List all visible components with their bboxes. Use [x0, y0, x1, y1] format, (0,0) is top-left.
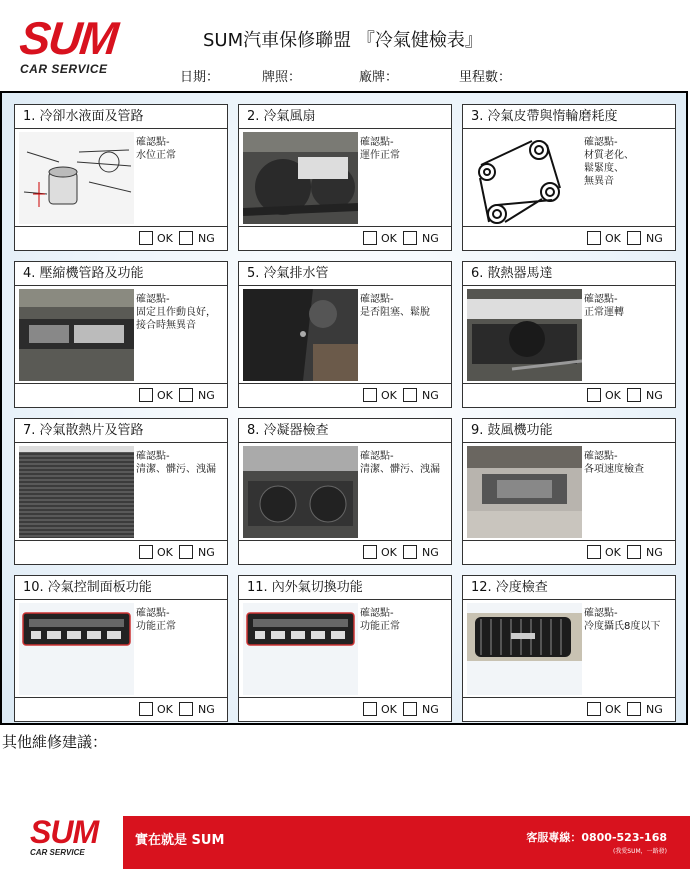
ok-checkbox[interactable] [363, 702, 377, 716]
ng-checkbox[interactable] [179, 231, 193, 245]
footer-hotline: 客服專線：0800-523-168 [526, 831, 667, 844]
ng-label: NG [198, 389, 215, 402]
ng-label: NG [646, 703, 663, 716]
check-card-note: 確認點- 各項速度檢查 [584, 451, 644, 475]
check-card-footer [463, 697, 675, 721]
footer-logo-sub: CAR SERVICE [30, 848, 85, 857]
remark-label: 其他維修建議： [2, 733, 108, 751]
ng-checkbox[interactable] [627, 231, 641, 245]
ng-checkbox[interactable] [179, 545, 193, 559]
ok-label: OK [157, 389, 173, 402]
make-label: 廠牌： [359, 70, 399, 85]
check-card-note: 確認點- 冷度攝氏8度以下 [584, 608, 661, 632]
check-item-photo [243, 132, 358, 224]
check-card-title: 11. 內外氣切換功能 [239, 576, 451, 600]
check-item-photo [19, 132, 134, 224]
check-item-photo [19, 446, 134, 538]
ok-checkbox[interactable] [587, 702, 601, 716]
check-item-photo [19, 603, 134, 695]
check-card-title: 12. 冷度檢查 [463, 576, 675, 600]
mileage-label: 里程數： [459, 70, 512, 85]
check-card-title: 9. 鼓風機功能 [463, 419, 675, 443]
ng-checkbox[interactable] [403, 231, 417, 245]
check-item-photo [467, 446, 582, 538]
ok-label: OK [157, 703, 173, 716]
footer-logo [30, 816, 122, 860]
check-card-title: 2. 冷氣風扇 [239, 105, 451, 129]
plate-label: 牌照： [262, 70, 302, 85]
ng-label: NG [198, 232, 215, 245]
footer-hotline-note: (我愛SUM，一路發) [612, 848, 667, 855]
check-card [238, 261, 452, 408]
ok-checkbox[interactable] [363, 231, 377, 245]
check-item-photo [467, 603, 582, 695]
check-card-note: 確認點- 功能正常 [360, 608, 400, 632]
brand-logo-sub: CAR SERVICE [20, 62, 108, 76]
ok-label: OK [157, 546, 173, 559]
ok-checkbox[interactable] [587, 231, 601, 245]
brand-logo [17, 12, 125, 76]
ng-label: NG [646, 389, 663, 402]
ng-label: NG [646, 546, 663, 559]
check-card [14, 104, 228, 251]
ok-checkbox[interactable] [587, 545, 601, 559]
check-card-title: 10. 冷氣控制面板功能 [15, 576, 227, 600]
ng-checkbox[interactable] [403, 388, 417, 402]
ok-checkbox[interactable] [363, 545, 377, 559]
check-card [238, 575, 452, 722]
page-title: SUM汽車保修聯盟 『冷氣健檢表』 [203, 30, 483, 51]
check-card-footer [239, 697, 451, 721]
ok-label: OK [605, 546, 621, 559]
check-card-note: 確認點- 運作正常 [360, 137, 400, 161]
ng-label: NG [422, 703, 439, 716]
check-card [14, 261, 228, 408]
ok-label: OK [381, 546, 397, 559]
check-card-note: 確認點- 材質老化、 鬆緊度、 無異音 [584, 137, 634, 187]
footer-logo-text: SUM [30, 814, 99, 850]
check-card [462, 104, 676, 251]
ok-label: OK [157, 232, 173, 245]
ng-checkbox[interactable] [179, 388, 193, 402]
check-card-footer [463, 226, 675, 250]
check-card-note: 確認點- 水位正常 [136, 137, 176, 161]
ok-label: OK [605, 703, 621, 716]
ng-label: NG [198, 546, 215, 559]
check-card [238, 418, 452, 565]
check-card-footer [239, 540, 451, 564]
check-card-footer [15, 697, 227, 721]
check-card [462, 418, 676, 565]
check-card-note: 確認點- 清潔、髒污、洩漏 [360, 451, 440, 475]
ok-checkbox[interactable] [139, 388, 153, 402]
ng-label: NG [198, 703, 215, 716]
check-card-footer [463, 540, 675, 564]
footer-slogan: 實在就是 SUM [135, 833, 225, 848]
ok-label: OK [381, 703, 397, 716]
check-card-note: 確認點- 固定且作動良好， 接合時無異音 [136, 294, 216, 331]
check-card [462, 261, 676, 408]
check-card-footer [15, 226, 227, 250]
check-item-photo [243, 446, 358, 538]
check-card-footer [239, 383, 451, 407]
ng-label: NG [422, 389, 439, 402]
check-card-note: 確認點- 正常運轉 [584, 294, 624, 318]
ok-label: OK [605, 232, 621, 245]
ok-checkbox[interactable] [139, 702, 153, 716]
ng-label: NG [422, 546, 439, 559]
ok-checkbox[interactable] [139, 231, 153, 245]
check-card-footer [239, 226, 451, 250]
ok-checkbox[interactable] [139, 545, 153, 559]
brand-logo-text: SUM [17, 12, 119, 64]
checklist-frame [0, 91, 688, 725]
check-item-photo [467, 289, 582, 381]
ng-checkbox[interactable] [627, 545, 641, 559]
date-label: 日期： [180, 70, 220, 85]
ok-checkbox[interactable] [363, 388, 377, 402]
check-card [238, 104, 452, 251]
check-card-title: 6. 散熱器馬達 [463, 262, 675, 286]
check-card [462, 575, 676, 722]
ng-checkbox[interactable] [627, 388, 641, 402]
check-card [14, 575, 228, 722]
ok-label: OK [381, 232, 397, 245]
check-item-photo [19, 289, 134, 381]
ok-checkbox[interactable] [587, 388, 601, 402]
ng-label: NG [646, 232, 663, 245]
check-item-photo [467, 132, 582, 224]
ng-label: NG [422, 232, 439, 245]
footer-bar [0, 812, 690, 869]
ng-checkbox[interactable] [627, 702, 641, 716]
check-card-title: 8. 冷凝器檢查 [239, 419, 451, 443]
ng-checkbox[interactable] [403, 545, 417, 559]
check-card-title: 4. 壓縮機管路及功能 [15, 262, 227, 286]
ok-label: OK [381, 389, 397, 402]
ok-label: OK [605, 389, 621, 402]
check-card [14, 418, 228, 565]
check-item-photo [243, 289, 358, 381]
ng-checkbox[interactable] [403, 702, 417, 716]
check-card-footer [15, 383, 227, 407]
check-card-footer [15, 540, 227, 564]
check-card-title: 7. 冷氣散熱片及管路 [15, 419, 227, 443]
footer-red-band [123, 816, 690, 869]
check-card-footer [463, 383, 675, 407]
check-card-title: 5. 冷氣排水管 [239, 262, 451, 286]
check-card-title: 1. 冷卻水液面及管路 [15, 105, 227, 129]
check-card-note: 確認點- 清潔、髒污、洩漏 [136, 451, 216, 475]
ng-checkbox[interactable] [179, 702, 193, 716]
check-item-photo [243, 603, 358, 695]
check-card-title: 3. 冷氣皮帶與惰輪磨耗度 [463, 105, 675, 129]
check-card-note: 確認點- 功能正常 [136, 608, 176, 632]
check-card-note: 確認點- 是否阻塞、鬆脫 [360, 294, 430, 318]
